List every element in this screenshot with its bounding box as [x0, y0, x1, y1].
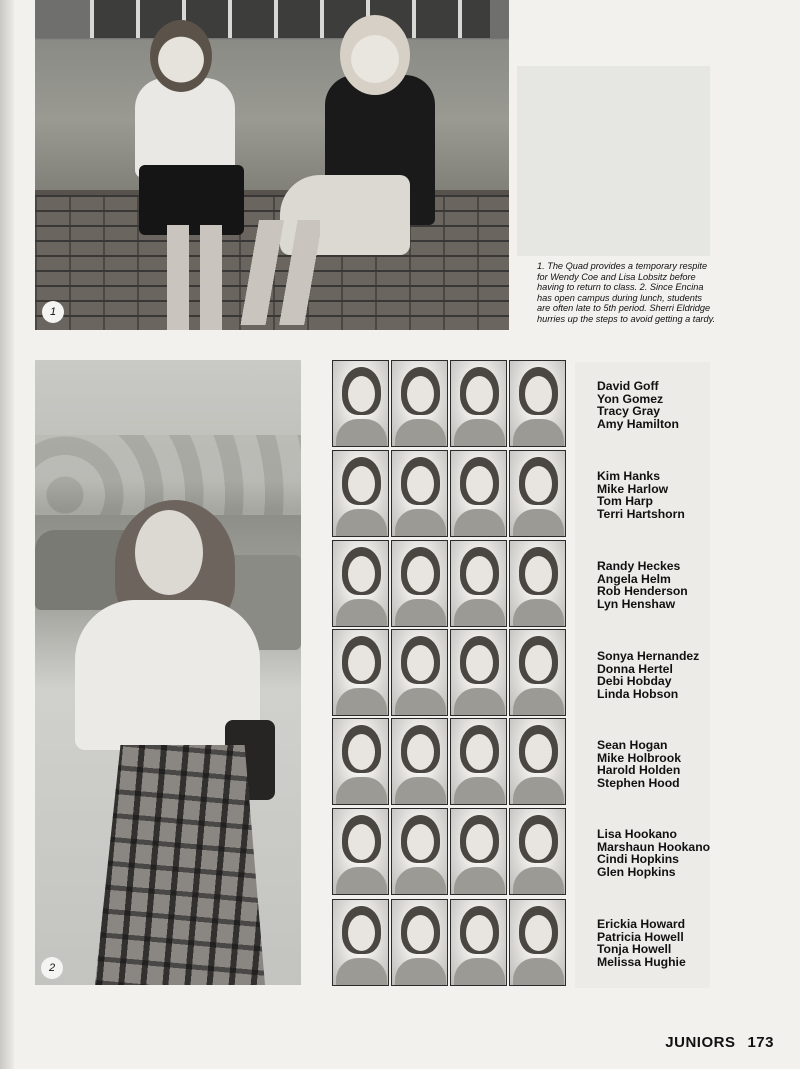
portrait-shoulders	[454, 958, 505, 986]
page-footer	[665, 1034, 774, 1051]
caption-background-panel	[517, 66, 710, 256]
student-portrait	[509, 540, 566, 627]
portrait-face	[525, 466, 552, 502]
student-plaid-skirt	[95, 745, 265, 985]
portrait-shoulders	[336, 777, 387, 805]
name-group	[597, 828, 710, 878]
student-left-sweater	[135, 78, 235, 178]
portrait-face	[466, 376, 493, 412]
portrait-shoulders	[336, 509, 387, 537]
portrait-face	[348, 376, 375, 412]
portrait-face	[525, 376, 552, 412]
portrait-face	[407, 824, 434, 860]
portrait-face	[525, 824, 552, 860]
portrait-face	[407, 556, 434, 592]
student-portrait	[391, 808, 448, 895]
student-name: Sonya Hernandez	[597, 649, 700, 663]
portrait-shoulders	[513, 509, 564, 537]
portrait-face	[348, 824, 375, 860]
student-portrait	[332, 899, 389, 986]
portrait-shoulders	[513, 688, 564, 716]
student-name: Cindi Hopkins	[597, 852, 679, 867]
portrait-face	[407, 645, 434, 681]
student-name: Rob Henderson	[597, 584, 688, 599]
portrait-face	[525, 556, 552, 592]
student-name: Terri Hartshorn	[597, 506, 685, 521]
portrait-shoulders	[395, 688, 446, 716]
portrait-face	[348, 466, 375, 502]
student-portrait	[450, 899, 507, 986]
portrait-shoulders	[336, 958, 387, 986]
student-portrait	[332, 360, 389, 447]
student-name: Angela Helm	[597, 571, 671, 586]
portrait-face	[348, 734, 375, 770]
portrait-shoulders	[336, 688, 387, 716]
student-name: Mike Harlow	[597, 481, 669, 496]
portrait-face	[407, 734, 434, 770]
photo-quad-students	[35, 0, 509, 330]
student-portrait	[391, 629, 448, 716]
student-name: Melissa Hughie	[597, 954, 686, 969]
portrait-face	[466, 645, 493, 681]
student-name: Sean Hogan	[597, 738, 668, 752]
student-name: Harold Holden	[597, 763, 681, 778]
student-portrait	[450, 629, 507, 716]
portrait-grid	[330, 360, 566, 988]
portrait-shoulders	[395, 509, 446, 537]
student-portrait	[450, 540, 507, 627]
page-binding-edge	[0, 0, 14, 1069]
student-portrait	[332, 540, 389, 627]
portrait-shoulders	[395, 777, 446, 805]
name-group	[597, 650, 699, 700]
student-portrait	[391, 360, 448, 447]
student-name: Yon Gomez	[597, 391, 664, 406]
section-title: JUNIORS	[665, 1034, 736, 1051]
portrait-face	[348, 556, 375, 592]
portrait-shoulders	[395, 419, 446, 447]
portrait-shoulders	[395, 867, 446, 895]
student-portrait	[391, 540, 448, 627]
portrait-shoulders	[513, 777, 564, 805]
student-face	[135, 510, 203, 595]
student-name: Donna Hertel	[597, 661, 673, 676]
portrait-face	[407, 915, 434, 951]
portrait-shoulders	[454, 599, 505, 627]
student-name: Mike Holbrook	[597, 750, 681, 765]
portrait-face	[348, 915, 375, 951]
student-name: Linda Hobson	[597, 686, 679, 701]
student-portrait	[509, 899, 566, 986]
student-name: Lyn Henshaw	[597, 596, 676, 611]
student-portrait	[332, 629, 389, 716]
portrait-shoulders	[336, 867, 387, 895]
page-number: 173	[747, 1034, 774, 1051]
portrait-shoulders	[454, 777, 505, 805]
student-name: Tonja Howell	[597, 942, 672, 957]
student-portrait	[450, 808, 507, 895]
photo-number-badge: 2	[41, 957, 63, 979]
student-right-head	[340, 15, 410, 95]
student-portrait	[391, 718, 448, 805]
student-name: Lisa Hookano	[597, 827, 677, 841]
student-right-legs	[225, 220, 320, 325]
portrait-face	[525, 645, 552, 681]
student-name: Tracy Gray	[597, 404, 661, 419]
name-group	[597, 739, 681, 789]
portrait-shoulders	[513, 419, 564, 447]
student-name: Stephen Hood	[597, 775, 680, 790]
portrait-shoulders	[454, 419, 505, 447]
student-portrait	[509, 360, 566, 447]
student-name: Kim Hanks	[597, 469, 660, 483]
student-portrait	[509, 808, 566, 895]
portrait-shoulders	[395, 958, 446, 986]
portrait-face	[525, 915, 552, 951]
portrait-shoulders	[336, 599, 387, 627]
portrait-shoulders	[513, 867, 564, 895]
student-portrait	[450, 360, 507, 447]
student-name: Tom Harp	[597, 494, 653, 509]
portrait-shoulders	[513, 958, 564, 986]
portrait-face	[348, 645, 375, 681]
portrait-face	[466, 466, 493, 502]
student-name: Amy Hamilton	[597, 416, 679, 431]
student-portrait	[332, 450, 389, 537]
student-name: Erickia Howard	[597, 917, 686, 931]
student-portrait	[391, 899, 448, 986]
portrait-shoulders	[454, 867, 505, 895]
photo-caption: 1. The Quad provides a temporary respite for Wendy Coe and Lisa Lobsitz before having to return to class. 2. Since Encina has open campus during lunch, students are often late to 5th period. Sherri Eldridge hurries up the steps to avoid getting a tardy.	[537, 261, 716, 324]
portrait-shoulders	[395, 599, 446, 627]
building-windows	[90, 0, 490, 38]
student-portrait	[509, 450, 566, 537]
name-group	[597, 470, 685, 520]
student-portrait	[450, 450, 507, 537]
name-group	[597, 918, 686, 968]
student-portrait	[509, 629, 566, 716]
portrait-face	[525, 734, 552, 770]
student-left-head	[150, 20, 212, 92]
student-portrait	[509, 718, 566, 805]
student-name: Patricia Howell	[597, 929, 684, 944]
portrait-face	[407, 376, 434, 412]
student-portrait	[391, 450, 448, 537]
student-portrait	[450, 718, 507, 805]
portrait-face	[407, 466, 434, 502]
portrait-shoulders	[336, 419, 387, 447]
photo-student-walking	[35, 360, 301, 985]
portrait-face	[466, 824, 493, 860]
portrait-face	[466, 915, 493, 951]
name-group	[597, 560, 688, 610]
student-name: Glen Hopkins	[597, 864, 676, 879]
portrait-shoulders	[454, 688, 505, 716]
portrait-shoulders	[454, 509, 505, 537]
student-name: Marshaun Hookano	[597, 839, 711, 854]
student-name: David Goff	[597, 379, 659, 393]
name-group	[597, 380, 679, 430]
photo-number-badge: 1	[42, 301, 64, 323]
portrait-face	[466, 556, 493, 592]
portrait-shoulders	[513, 599, 564, 627]
student-portrait	[332, 718, 389, 805]
student-name: Randy Heckes	[597, 559, 681, 573]
student-left-legs	[167, 225, 222, 330]
student-name: Debi Hobday	[597, 674, 672, 689]
student-portrait	[332, 808, 389, 895]
portrait-face	[466, 734, 493, 770]
